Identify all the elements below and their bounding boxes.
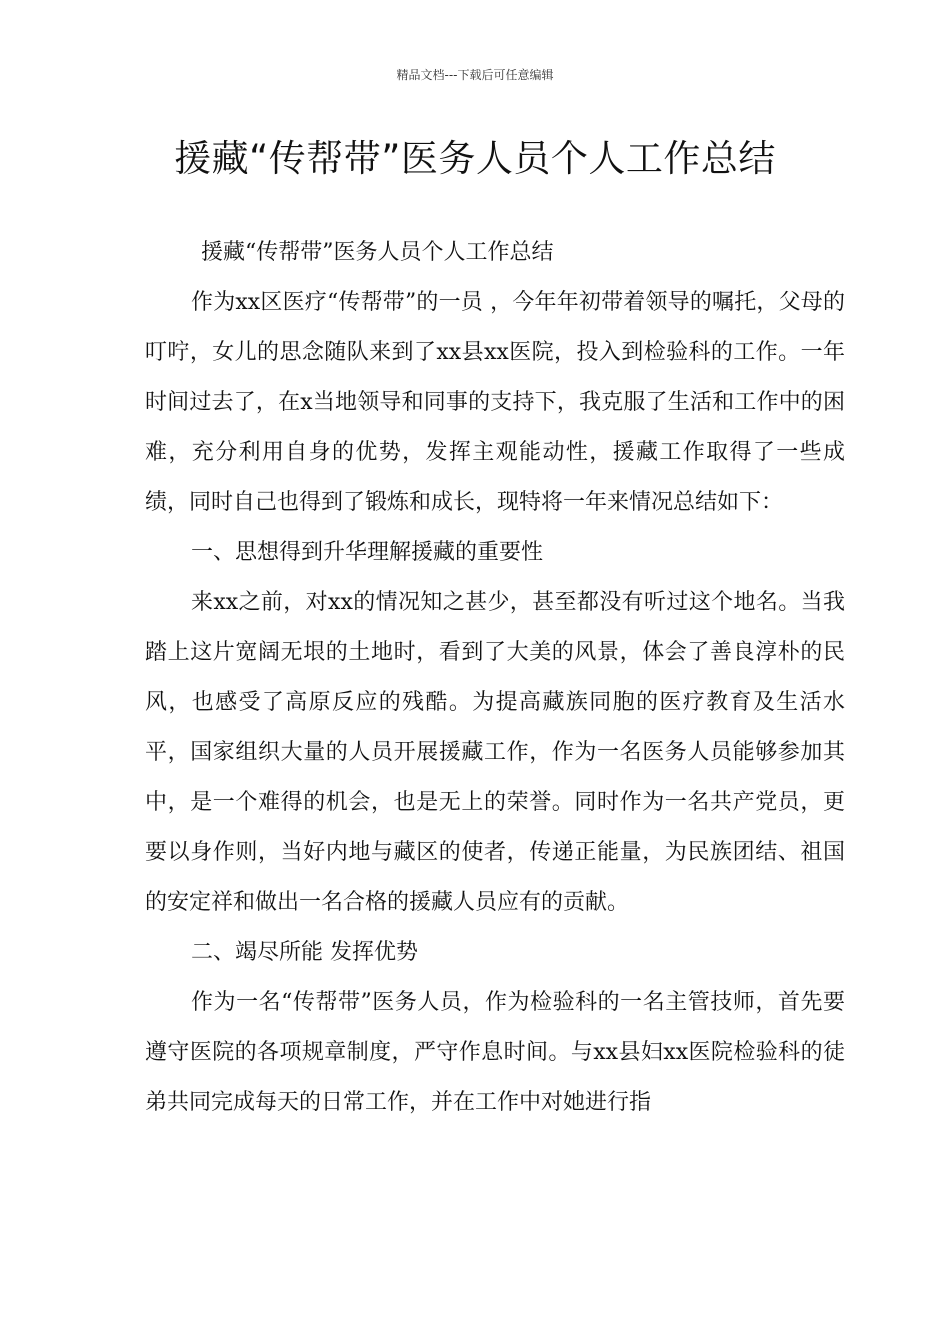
paragraph-section-1: 来xx之前，对xx的情况知之甚少，甚至都没有听过这个地名。当我踏上这片宽阔无垠的土地时，看到了大美的风景，体会了善良淳朴的民风，也感受了高原反应的残酷。为提高藏族同胞的医疗教育及生活水平，国家组织大量的人员开展援藏工作，作为一名医务人员能够参加其中，是一个难得的机会，也是无上的荣誉。同时作为一名共产党员，更要以身作则，当好内地与藏区的使者，传递正能量，为民族团结、祖国的安定祥和做出一名合格的援藏人员应有的贡献。 xyxy=(145,590,845,915)
section-heading-1: 一、思想得到升华理解援藏的重要性 xyxy=(191,540,544,565)
body-subtitle: 援藏“传帮带”医务人员个人工作总结 xyxy=(201,240,554,265)
paragraph-section-2: 作为一名“传帮带”医务人员，作为检验科的一名主管技师，首先要遵守医院的各项规章制度，严守作息时间。与xx县妇xx医院检验科的徒弟共同完成每天的日常工作，并在工作中对她进行指 xyxy=(145,990,845,1115)
document-title: 援藏“传帮带”医务人员个人工作总结 xyxy=(174,137,776,180)
header-note: 精品文档---下载后可任意编辑 xyxy=(396,68,554,82)
paragraph-intro: 作为xx区医疗“传帮带”的一员 ，今年年初带着领导的嘱托，父母的叮咛，女儿的思念随队来到了xx县xx医院，投入到检验科的工作。一年时间过去了，在x当地领导和同事的支持下，我克服了生活和工作中的困难，充分利用自身的优势，发挥主观能动性，援藏工作取得了一些成绩，同时自己也得到了锻炼和成长，现特将一年来情况总结如下： xyxy=(145,290,845,515)
section-heading-2: 二、竭尽所能 发挥优势 xyxy=(191,940,418,965)
document-body xyxy=(145,228,845,1128)
